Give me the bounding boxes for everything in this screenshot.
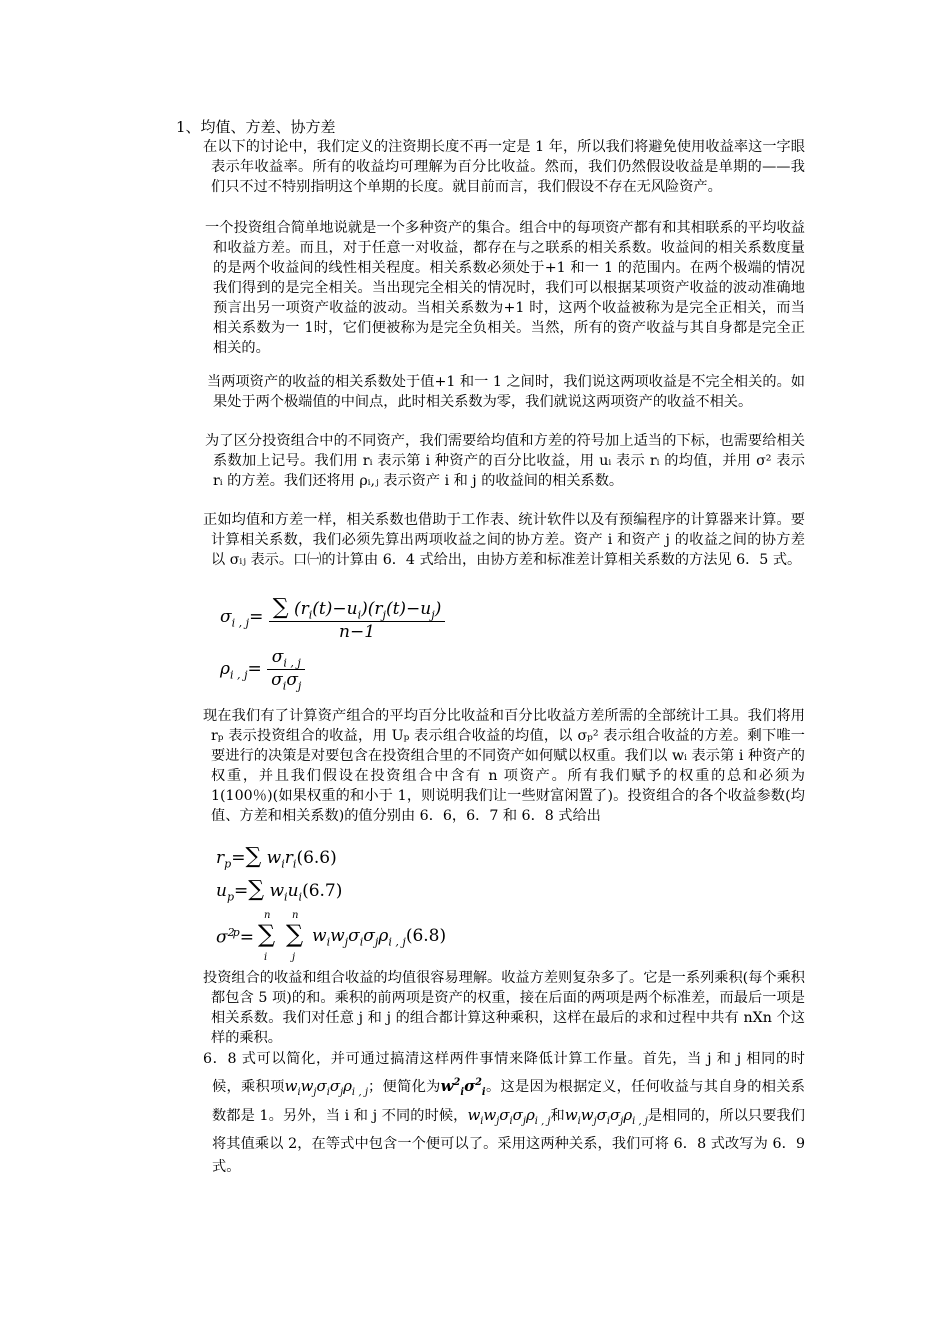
paragraph-8-text-4: 和 bbox=[550, 1108, 565, 1124]
equation-correlation: $\rho_{i , j}=$ $\frac{\sigma_{i , j}}{\sigma_i\sigma_j}$ bbox=[220, 647, 305, 693]
inline-product-term-ij: $w_iw_j\sigma_i\sigma_j\rho_{i , j}$ bbox=[467, 1106, 551, 1127]
paragraph-7 bbox=[203, 968, 805, 1048]
paragraph-5-text: 正如均值和方差一样，相关系数也借助于工作表、统计软件以及有预编程序的计算器来计算。要计算相关系数，我们必须先算出两项收益之间的协方差。资产 i 和资产 j 的收益之间的协方差以 σᵢⱼ 表示。口㈠的计算由 6．4 式给出，由协方差和标准差计算相关系数的方法见 6．5 式。 bbox=[203, 512, 805, 568]
paragraph-8-text-3: 。这是因为根据定义，任何收益与其自身的相关系数都是 1。另外，当 i 和 j 不同的时候， bbox=[212, 1079, 805, 1124]
inline-product-term-ji: $w_iw_j\sigma_i\sigma_j\rho_{i , j}$ bbox=[564, 1106, 648, 1127]
paragraph-8-text-1: 6．8 式可以简化，并可通过搞清这样两件事情来降低计算工作量。首先，当 j 和 j 相同的时候，乘积项 bbox=[203, 1051, 805, 1095]
inline-product-term: $w_iw_j\sigma_i\sigma_j\rho_{i , j}$ bbox=[284, 1077, 369, 1098]
equation-portfolio-mean: $u_p=\sum$ $w_iu_i(6.7)$ bbox=[216, 876, 343, 904]
paragraph-7-text: 投资组合的收益和组合收益的均值很容易理解。收益方差则复杂多了。它是一系列乘积(每个乘积都包含 5 项)的和。乘积的前两项是资产的权重，接在后面的两项是两个标准差，而最后一项是相关系数。我们对任意 j 和 j 的组合都计算这种乘积，这样在最后的求和过程中共有 nXn 个这样的乘积。 bbox=[203, 970, 805, 1046]
paragraph-4 bbox=[205, 431, 805, 491]
equation-covariance: $\sigma_{i , j}=$ $\frac{\sum (r_i(t)-u_i)(r_j(t)-u_j)}{n-1}$ bbox=[220, 594, 445, 642]
paragraph-8-text-5: 是相同的，所以只要我们将其值乘以 2，在等式中包含一个便可以了。采用这两种关系，我们可将 6．8 式改写为 6．9 式。 bbox=[212, 1108, 805, 1175]
paragraph-8-text-2: ；便简化为 bbox=[368, 1079, 441, 1095]
paragraph-3 bbox=[207, 372, 805, 412]
document-page: 1、均值、方差、协方差 在以下的讨论中，我们定义的注资期长度不再一定是 1 年，所以我们将避免使用收益率这一字眼表示年收益率。所有的收益均可理解为百分比收益。然而，我们仍然假设收益是单期的——我们只不过不特别指明这个单期的长度。就目前而言，我们假设不存在无风险资产。 一个投资组合简单地说就是一个多种资产的集合。组合中的每项资产都有和其相联系的平均收益和收益方差。而且，对于任意一对收益，都存在与之联系的相关系数。收益间的相关系数度量的是两个收益间的线性相关程度。相关系数必须处于+1 和一 1 的范围内。在两个极端的情况我们得到的是完全相关。当出现完全相关的情况时，我们可以根据某项资产收益的波动准确地预言出另一项资产收益的波动。当相关系数为+1 时，这两个收益被称为是完全正相关，而当相关系数为一 1时，它们便被称为是完全负相关。当然，所有的资产收益与其自身都是完全正相关的。 当两项资产的收益的相关系数处于值+1 和一 1 之间时，我们说这两项收益是不完全相关的。如果处于两个极端值的中间点，此时相关系数为零，我们就说这两项资产的收益不相关。 为了区分投资组合中的不同资产，我们需要给均值和方差的符号加上适当的下标，也需要给相关系数加上记号。我们用 rᵢ 表示第 i 种资产的百分比收益，用 uᵢ 表示 rᵢ 的均值，并用 σ² 表示 rᵢ 的方差。我们还将用 ρᵢ,ⱼ 表示资产 i 和 j 的收益间的相关系数。 正如均值和方差一样，相关系数也借助于工作表、统计软件以及有预编程序的计算器来计算。要计算相关系数，我们必须先算出两项收益之间的协方差。资产 i 和资产 j 的收益之间的协方差以 σᵢⱼ 表示。口㈠的计算由 6．4 式给出，由协方差和标准差计算相关系数的方法见 6．5 式。 $\sigma_{i , j}=$ $\frac{\sum (r_i(t)-u_i)(r_j(t)-u_j)}{n-1}$ $\rho_{i , j}=$ $\frac{\sigma_{i , j}}{\sigma_i\sigma_j}$ 现在我们有了计算资产组合的平均百分比收益和百分比收益方差所需的全部统计工具。我们将用 rₚ 表示投资组合的收益，用 Uₚ 表示组合收益的均值，以 σₚ² 表示组合收益的方差。剩下唯一要进行的决策是对要包含在投资组合里的不同资产如何赋以权重。我们以 wᵢ 表示第 i 种资产的权重，并且我们假设在投资组合中含有 n 项资产。所有我们赋予的权重的总和必须为 1(100％)(如果权重的和小于 1，则说明我们让一些财富闲置了)。投资组合的各个收益参数(均值、方差和相关系数)的值分别由 6．6，6．7 和 6．8 式给出 $r_p=\sum$ $w_ir_i(6.6)$ $u_p=\sum$ $w_iu_i(6.7)$ $\sigma^{2p}=$ n ∑ i n ∑ j $w_iw_j\sigma_i\sigma_j\rho_{i , j}(6.8)$ 投资组合的收益和组合收益的均值很容易理解。收益方差则复杂多了。它是一系列乘积(每个乘积都包含 5 项)的和。乘积的前两项是资产的权重，接在后面的两项是两个标准差，而最后一项是相关系数。我们对任意 j 和 j 的组合都计算这种乘积，这样在最后的求和过程中共有 nXn 个这样的乘积。 6．8 式可以简化，并可通过搞清这样两件事情来降低计算工作量。首先，当 j 和 j 相同的时候，乘积项$w_iw_j\sigma_i\sigma_j\rho_{i , j}$；便简化为$w^2_i\sigma^2_i$。这是因为根据定义，任何收益与其自身的相关系数都是 1。另外，当 i 和 j 不同的时候，$w_iw_j\sigma_i\sigma_j\rho_{i , j}$和$w_iw_j\sigma_i\sigma_j\rho_{i , j}$是相同的，所以只要我们将其值乘以 2，在等式中包含一个便可以了。采用这两种关系，我们可将 6．8 式改写为 6．9 式。 bbox=[0, 0, 950, 1344]
paragraph-6-text: 现在我们有了计算资产组合的平均百分比收益和百分比收益方差所需的全部统计工具。我们将用 rₚ 表示投资组合的收益，用 Uₚ 表示组合收益的均值，以 σₚ² 表示组合收益的方差。剩下唯一要进行的决策是对要包含在投资组合里的不同资产如何赋以权重。我们以 wᵢ 表示第 i 种资产的权重，并且我们假设在投资组合中含有 n 项资产。所有我们赋予的权重的总和必须为 1(100％)(如果权重的和小于 1，则说明我们让一些财富闲置了)。投资组合的各个收益参数(均值、方差和相关系数)的值分别由 6．6，6．7 和 6．8 式给出 bbox=[203, 708, 805, 824]
inline-simplified-term: $w^2_i\sigma^2_i$ bbox=[440, 1077, 486, 1098]
paragraph-1-text: 在以下的讨论中，我们定义的注资期长度不再一定是 1 年，所以我们将避免使用收益率这一字眼表示年收益率。所有的收益均可理解为百分比收益。然而，我们仍然假设收益是单期的——我们只不过不特别指明这个单期的长度。就目前而言，我们假设不存在无风险资产。 bbox=[203, 139, 805, 195]
paragraph-6 bbox=[203, 706, 805, 826]
equation-portfolio-return: $r_p=\sum$ $w_ir_i(6.6)$ bbox=[216, 843, 337, 871]
paragraph-4-text: 为了区分投资组合中的不同资产，我们需要给均值和方差的符号加上适当的下标，也需要给相关系数加上记号。我们用 rᵢ 表示第 i 种资产的百分比收益，用 uᵢ 表示 rᵢ 的均值，并用 σ² 表示 rᵢ 的方差。我们还将用 ρᵢ,ⱼ 表示资产 i 和 j 的收益间的相关系数。 bbox=[205, 433, 805, 489]
paragraph-2-text: 一个投资组合简单地说就是一个多种资产的集合。组合中的每项资产都有和其相联系的平均收益和收益方差。而且，对于任意一对收益，都存在与之联系的相关系数。收益间的相关系数度量的是两个收益间的线性相关程度。相关系数必须处于+1 和一 1 的范围内。在两个极端的情况我们得到的是完全相关。当出现完全相关的情况时，我们可以根据某项资产收益的波动准确地预言出另一项资产收益的波动。当相关系数为+1 时，这两个收益被称为是完全正相关，而当相关系数为一 1时，它们便被称为是完全负相关。当然，所有的资产收益与其自身都是完全正相关的。 bbox=[205, 220, 805, 356]
paragraph-8 bbox=[203, 1048, 805, 1179]
paragraph-3-text: 当两项资产的收益的相关系数处于值+1 和一 1 之间时，我们说这两项收益是不完全相关的。如果处于两个极端值的中间点，此时相关系数为零，我们就说这两项资产的收益不相关。 bbox=[207, 374, 805, 410]
paragraph-1 bbox=[203, 137, 805, 197]
paragraph-2 bbox=[205, 218, 805, 358]
paragraph-5 bbox=[203, 510, 805, 570]
section-heading: 1、均值、方差、协方差 bbox=[176, 118, 336, 136]
